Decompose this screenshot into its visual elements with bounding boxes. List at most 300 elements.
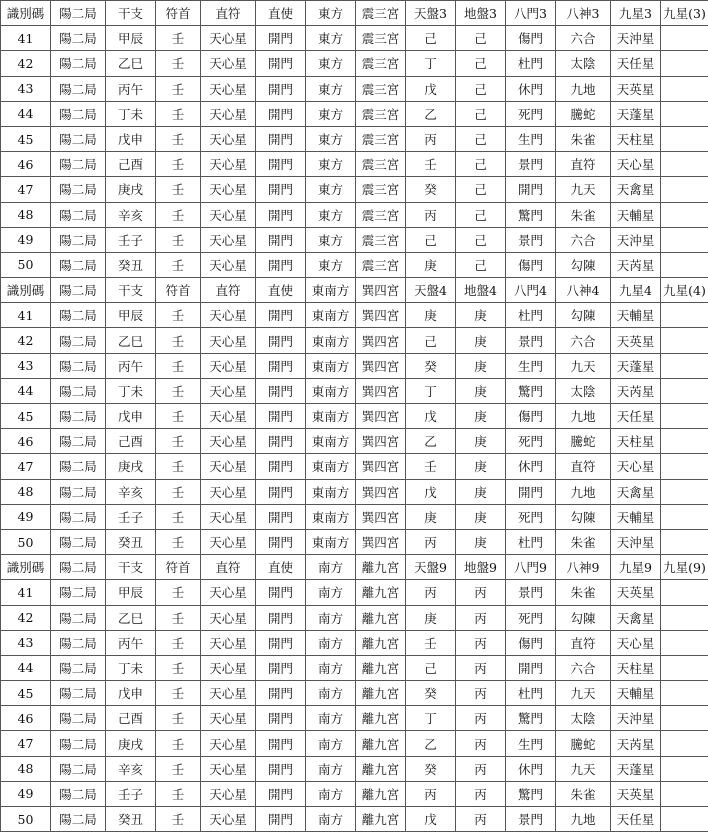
table-cell: 震三宮 [356,227,406,252]
table-cell: 杜門 [506,529,556,554]
table-cell [661,706,708,731]
table-cell: 陽二局 [51,202,106,227]
table-row [1,529,708,554]
table-cell: 壬 [156,807,201,832]
header-cell: 干支 [106,1,156,26]
table-cell: 天英星 [611,580,661,605]
table-cell: 甲辰 [106,303,156,328]
table-cell: 癸 [406,681,456,706]
table-cell: 騰蛇 [556,731,611,756]
table-cell: 天禽星 [611,479,661,504]
table-cell: 休門 [506,454,556,479]
table-cell: 天任星 [611,807,661,832]
table-cell: 丙午 [106,353,156,378]
table-cell: 直符 [556,152,611,177]
table-cell: 巽四宮 [356,303,406,328]
table-cell: 朱雀 [556,580,611,605]
table-cell: 南方 [306,655,356,680]
table-cell: 天沖星 [611,706,661,731]
table-cell: 開門 [256,126,306,151]
table-cell: 癸 [406,756,456,781]
table-cell: 震三宮 [356,202,406,227]
table-cell: 杜門 [506,303,556,328]
table-cell: 開門 [256,101,306,126]
table-cell: 死門 [506,605,556,630]
table-cell: 43 [1,353,51,378]
table-cell: 庚 [456,479,506,504]
table-cell: 六合 [556,227,611,252]
table-cell: 庚戌 [106,177,156,202]
table-cell: 天輔星 [611,202,661,227]
table-row [1,152,708,177]
table-cell: 丙午 [106,76,156,101]
table-cell: 離九宮 [356,731,406,756]
header-cell: 南方 [306,555,356,580]
table-cell: 壬 [156,756,201,781]
header-cell: 識別碼 [1,555,51,580]
table-cell: 天柱星 [611,429,661,454]
table-cell: 巽四宮 [356,429,406,454]
table-cell: 壬 [156,378,201,403]
table-row [1,504,708,529]
table-cell: 開門 [256,781,306,806]
header-row [1,278,708,303]
table-cell: 43 [1,630,51,655]
table-cell: 天沖星 [611,26,661,51]
table-cell: 朱雀 [556,529,611,554]
table-cell: 癸丑 [106,807,156,832]
table-cell: 丁 [406,378,456,403]
table-cell [661,353,708,378]
table-cell: 東南方 [306,504,356,529]
header-cell: 陽二局 [51,555,106,580]
header-row [1,1,708,26]
table-cell: 壬 [156,404,201,429]
table-cell: 天心星 [611,630,661,655]
table-cell: 天心星 [201,303,256,328]
table-cell: 壬 [156,227,201,252]
table-cell: 49 [1,504,51,529]
header-cell: 干支 [106,555,156,580]
table-cell: 壬 [156,630,201,655]
table-row [1,353,708,378]
table-cell: 壬 [156,303,201,328]
table-cell: 離九宮 [356,807,406,832]
table-cell: 休門 [506,756,556,781]
table-cell: 天蓬星 [611,353,661,378]
table-cell: 震三宮 [356,76,406,101]
table-cell: 開門 [256,177,306,202]
table-cell [661,126,708,151]
table-cell: 太陰 [556,51,611,76]
header-cell: 天盤9 [406,555,456,580]
table-cell: 戊 [406,807,456,832]
table-cell: 陽二局 [51,454,106,479]
table-row [1,731,708,756]
table-cell: 陽二局 [51,404,106,429]
table-cell [661,76,708,101]
table-cell: 己 [456,126,506,151]
table-cell: 46 [1,706,51,731]
table-cell: 己 [406,655,456,680]
table-cell: 直符 [556,630,611,655]
table-cell: 東方 [306,26,356,51]
table-cell: 巽四宮 [356,328,406,353]
table-cell: 42 [1,51,51,76]
table-cell: 陽二局 [51,580,106,605]
table-cell: 45 [1,681,51,706]
header-cell: 直使 [256,555,306,580]
header-cell: 符首 [156,1,201,26]
table-cell: 丁未 [106,101,156,126]
table-cell: 九天 [556,353,611,378]
table-cell: 開門 [506,479,556,504]
table-cell: 丙 [456,681,506,706]
table-cell: 陽二局 [51,681,106,706]
header-cell: 直符 [201,278,256,303]
header-cell: 地盤9 [456,555,506,580]
table-cell: 丙 [456,731,506,756]
table-cell: 陽二局 [51,706,106,731]
table-cell [661,781,708,806]
table-cell: 六合 [556,26,611,51]
table-cell [661,328,708,353]
header-cell: 符首 [156,278,201,303]
table-cell: 傷門 [506,404,556,429]
table-cell: 南方 [306,781,356,806]
table-cell: 天心星 [201,26,256,51]
table-cell: 己 [406,328,456,353]
table-cell: 天禽星 [611,605,661,630]
table-cell: 離九宮 [356,756,406,781]
table-cell: 壬 [156,202,201,227]
table-cell: 開門 [256,353,306,378]
table-cell: 勾陳 [556,252,611,277]
table-cell [661,756,708,781]
table-cell: 九地 [556,404,611,429]
table-cell: 戊申 [106,126,156,151]
table-cell: 45 [1,404,51,429]
table-cell: 壬 [156,429,201,454]
table-cell: 直符 [556,454,611,479]
header-cell: 陽二局 [51,278,106,303]
table-cell: 丁 [406,51,456,76]
table-cell: 壬 [156,252,201,277]
table-cell: 天英星 [611,76,661,101]
table-cell: 天心星 [611,454,661,479]
table-cell: 丁未 [106,378,156,403]
table-cell: 陽二局 [51,429,106,454]
table-cell: 南方 [306,630,356,655]
table-cell: 42 [1,328,51,353]
table-cell: 陽二局 [51,252,106,277]
table-cell: 48 [1,756,51,781]
table-cell: 生門 [506,353,556,378]
table-cell: 庚 [406,303,456,328]
table-cell [661,630,708,655]
table-cell: 天心星 [201,706,256,731]
table-cell: 離九宮 [356,706,406,731]
table-cell [661,303,708,328]
table-cell: 九地 [556,76,611,101]
table-cell: 陽二局 [51,655,106,680]
table-cell [661,227,708,252]
table-cell: 壬子 [106,781,156,806]
header-cell: 九星4 [611,278,661,303]
table-cell: 49 [1,781,51,806]
table-body [1,1,708,832]
table-cell: 壬 [156,479,201,504]
table-cell: 丙 [406,580,456,605]
table-cell: 南方 [306,580,356,605]
table-cell: 丙 [406,529,456,554]
table-cell: 壬 [406,152,456,177]
table-cell: 壬 [406,630,456,655]
table-cell: 天心星 [201,781,256,806]
table-cell: 戊申 [106,681,156,706]
table-cell: 離九宮 [356,781,406,806]
header-cell: 離九宮 [356,555,406,580]
table-cell: 陽二局 [51,26,106,51]
table-cell: 乙 [406,429,456,454]
table-row [1,227,708,252]
table-cell: 驚門 [506,378,556,403]
table-cell: 壬 [156,706,201,731]
table-cell: 天英星 [611,328,661,353]
table-cell: 陽二局 [51,378,106,403]
table-cell: 開門 [256,202,306,227]
table-cell: 震三宮 [356,152,406,177]
table-row [1,378,708,403]
table-cell: 死門 [506,429,556,454]
table-cell: 陽二局 [51,303,106,328]
table-cell: 壬 [156,353,201,378]
table-cell: 丙 [406,126,456,151]
table-cell: 開門 [256,681,306,706]
table-cell: 乙巳 [106,328,156,353]
table-cell: 死門 [506,504,556,529]
table-cell: 己 [456,227,506,252]
table-cell: 天心星 [201,328,256,353]
table-cell: 壬 [156,731,201,756]
table-cell: 天心星 [201,51,256,76]
table-cell: 陽二局 [51,51,106,76]
table-cell: 傷門 [506,26,556,51]
table-cell: 47 [1,454,51,479]
table-cell: 景門 [506,152,556,177]
table-cell: 陽二局 [51,807,106,832]
table-cell: 壬 [156,328,201,353]
table-cell: 開門 [256,26,306,51]
table-cell: 48 [1,479,51,504]
table-cell: 壬子 [106,504,156,529]
table-cell: 天心星 [201,126,256,151]
header-cell: 九星(3) [661,1,708,26]
header-cell: 地盤3 [456,1,506,26]
table-cell: 丙 [456,655,506,680]
table-cell: 陽二局 [51,101,106,126]
table-cell: 壬 [156,177,201,202]
table-cell: 震三宮 [356,26,406,51]
table-cell: 死門 [506,101,556,126]
table-row [1,807,708,832]
table-cell: 天心星 [201,504,256,529]
table-cell: 丙 [456,630,506,655]
table-cell: 天輔星 [611,504,661,529]
table-row [1,126,708,151]
table-cell: 離九宮 [356,580,406,605]
table-cell: 天蓬星 [611,756,661,781]
table-cell: 杜門 [506,681,556,706]
table-cell: 巽四宮 [356,454,406,479]
table-cell: 騰蛇 [556,429,611,454]
table-cell: 己 [456,26,506,51]
header-cell: 直符 [201,1,256,26]
table-cell: 開門 [256,706,306,731]
header-cell: 識別碼 [1,1,51,26]
table-cell: 辛亥 [106,479,156,504]
table-cell: 庚 [456,353,506,378]
table-cell: 東方 [306,227,356,252]
table-cell: 東方 [306,126,356,151]
table-cell: 壬子 [106,227,156,252]
table-cell: 天心星 [201,807,256,832]
table-cell: 陽二局 [51,353,106,378]
table-cell: 47 [1,177,51,202]
table-cell: 開門 [256,303,306,328]
table-row [1,202,708,227]
table-cell: 天芮星 [611,378,661,403]
table-cell: 開門 [256,51,306,76]
table-cell: 東南方 [306,404,356,429]
table-row [1,580,708,605]
header-cell: 九星3 [611,1,661,26]
table-row [1,681,708,706]
table-cell: 天心星 [201,152,256,177]
header-cell: 干支 [106,278,156,303]
table-cell: 開門 [256,580,306,605]
table-cell: 壬 [156,76,201,101]
table-cell: 天心星 [201,252,256,277]
table-cell: 壬 [156,152,201,177]
table-cell [661,605,708,630]
table-cell: 41 [1,303,51,328]
table-cell: 開門 [256,252,306,277]
table-cell: 東南方 [306,353,356,378]
table-cell [661,429,708,454]
table-cell: 東方 [306,202,356,227]
table-cell: 丁 [406,706,456,731]
table-cell: 震三宮 [356,101,406,126]
table-cell [661,378,708,403]
table-cell: 43 [1,76,51,101]
table-cell: 驚門 [506,706,556,731]
table-cell: 壬 [156,504,201,529]
table-cell: 天心星 [201,227,256,252]
table-row [1,26,708,51]
table-cell: 震三宮 [356,126,406,151]
table-cell: 太陰 [556,706,611,731]
header-cell: 直符 [201,555,256,580]
table-cell [661,152,708,177]
table-cell: 東南方 [306,429,356,454]
table-cell: 天心星 [201,630,256,655]
table-cell: 己酉 [106,429,156,454]
table-cell: 戊 [406,479,456,504]
table-cell: 陽二局 [51,227,106,252]
table-row [1,605,708,630]
table-cell: 陽二局 [51,328,106,353]
table-cell [661,504,708,529]
header-cell: 八神3 [556,1,611,26]
table-cell: 庚 [456,303,506,328]
table-row [1,630,708,655]
table-cell: 己酉 [106,152,156,177]
table-cell: 己 [456,152,506,177]
table-cell: 50 [1,807,51,832]
table-cell: 天心星 [201,76,256,101]
table-cell [661,454,708,479]
table-cell: 朱雀 [556,781,611,806]
table-cell: 離九宮 [356,655,406,680]
table-cell: 震三宮 [356,252,406,277]
table-cell [661,177,708,202]
table-cell: 開門 [256,529,306,554]
table-cell: 南方 [306,756,356,781]
table-cell: 開門 [256,378,306,403]
table-cell: 己 [456,252,506,277]
header-cell: 符首 [156,555,201,580]
table-cell: 戊 [406,404,456,429]
table-cell: 天心星 [201,404,256,429]
table-cell: 開門 [256,454,306,479]
table-cell: 六合 [556,655,611,680]
table-cell: 癸丑 [106,529,156,554]
table-cell: 庚 [406,504,456,529]
table-cell: 離九宮 [356,681,406,706]
table-cell: 東南方 [306,479,356,504]
table-cell: 天心星 [201,681,256,706]
table-cell: 巽四宮 [356,479,406,504]
table-row [1,177,708,202]
table-cell [661,252,708,277]
table-cell: 朱雀 [556,126,611,151]
header-cell: 八門9 [506,555,556,580]
table-cell: 壬 [156,101,201,126]
table-cell: 50 [1,529,51,554]
table-cell: 開門 [256,479,306,504]
table-cell: 己 [456,76,506,101]
table-cell: 東南方 [306,529,356,554]
table-cell: 生門 [506,126,556,151]
table-cell: 開門 [256,605,306,630]
table-cell: 庚 [456,328,506,353]
table-cell: 開門 [506,177,556,202]
header-cell: 天盤3 [406,1,456,26]
table-cell: 壬 [156,681,201,706]
table-cell: 天心星 [201,479,256,504]
table-cell: 開門 [256,404,306,429]
table-cell [661,101,708,126]
table-cell: 49 [1,227,51,252]
table-cell: 壬 [406,454,456,479]
table-cell: 天心星 [201,756,256,781]
table-row [1,479,708,504]
table-cell: 己 [456,101,506,126]
table-cell: 癸丑 [106,252,156,277]
table-row [1,328,708,353]
table-cell: 天心星 [201,353,256,378]
